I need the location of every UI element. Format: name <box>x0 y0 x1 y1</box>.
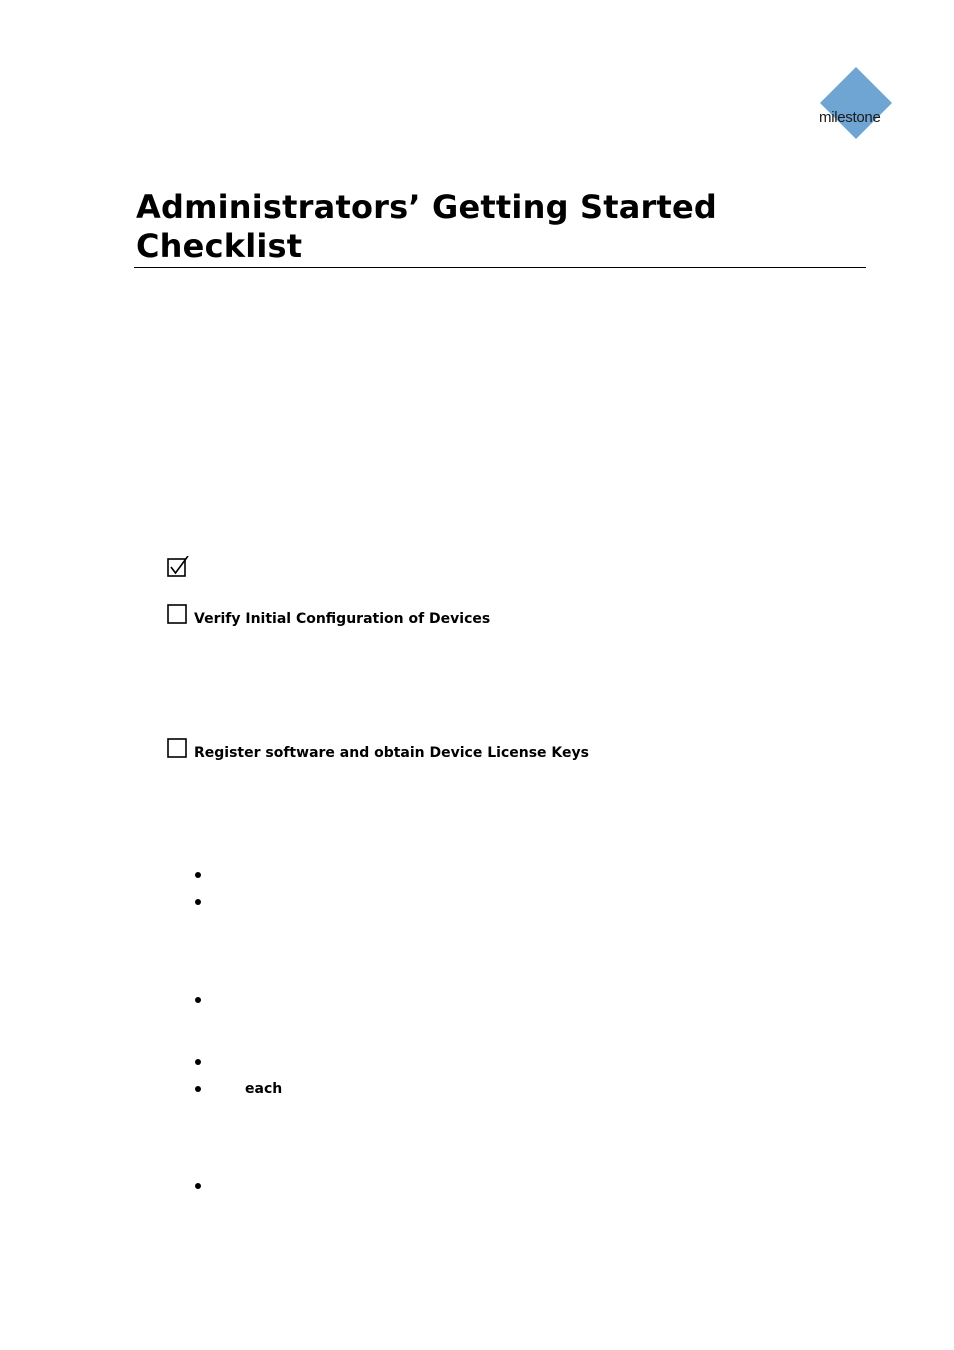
checklist-label-3: Register software and obtain Device License Keys <box>194 745 589 761</box>
milestone-logo <box>815 66 897 140</box>
milestone-diamond-icon <box>815 66 897 140</box>
checklist-checkbox-3[interactable] <box>167 738 185 756</box>
bullet-point-5 <box>195 1086 201 1092</box>
bullet-point-4 <box>195 1059 201 1065</box>
page-title: Administrators’ Getting Started Checklist <box>136 188 718 265</box>
bullet-point-2 <box>195 899 201 905</box>
empty-box-icon <box>167 738 187 758</box>
bullet-point-3 <box>195 997 201 1003</box>
checklist-checkbox-1[interactable] <box>167 556 185 574</box>
bullet-point-6 <box>195 1183 201 1189</box>
title-divider <box>134 267 866 268</box>
checklist-checkbox-2[interactable] <box>167 604 185 622</box>
empty-box-icon <box>167 604 187 624</box>
bullet-point-1 <box>195 872 201 878</box>
checklist-label-2: Verify Initial Configuration of Devices <box>194 611 491 627</box>
checked-box-icon <box>167 556 189 578</box>
bullet-text-5: each <box>245 1081 283 1097</box>
logo-brand-text: milestone <box>819 109 881 126</box>
